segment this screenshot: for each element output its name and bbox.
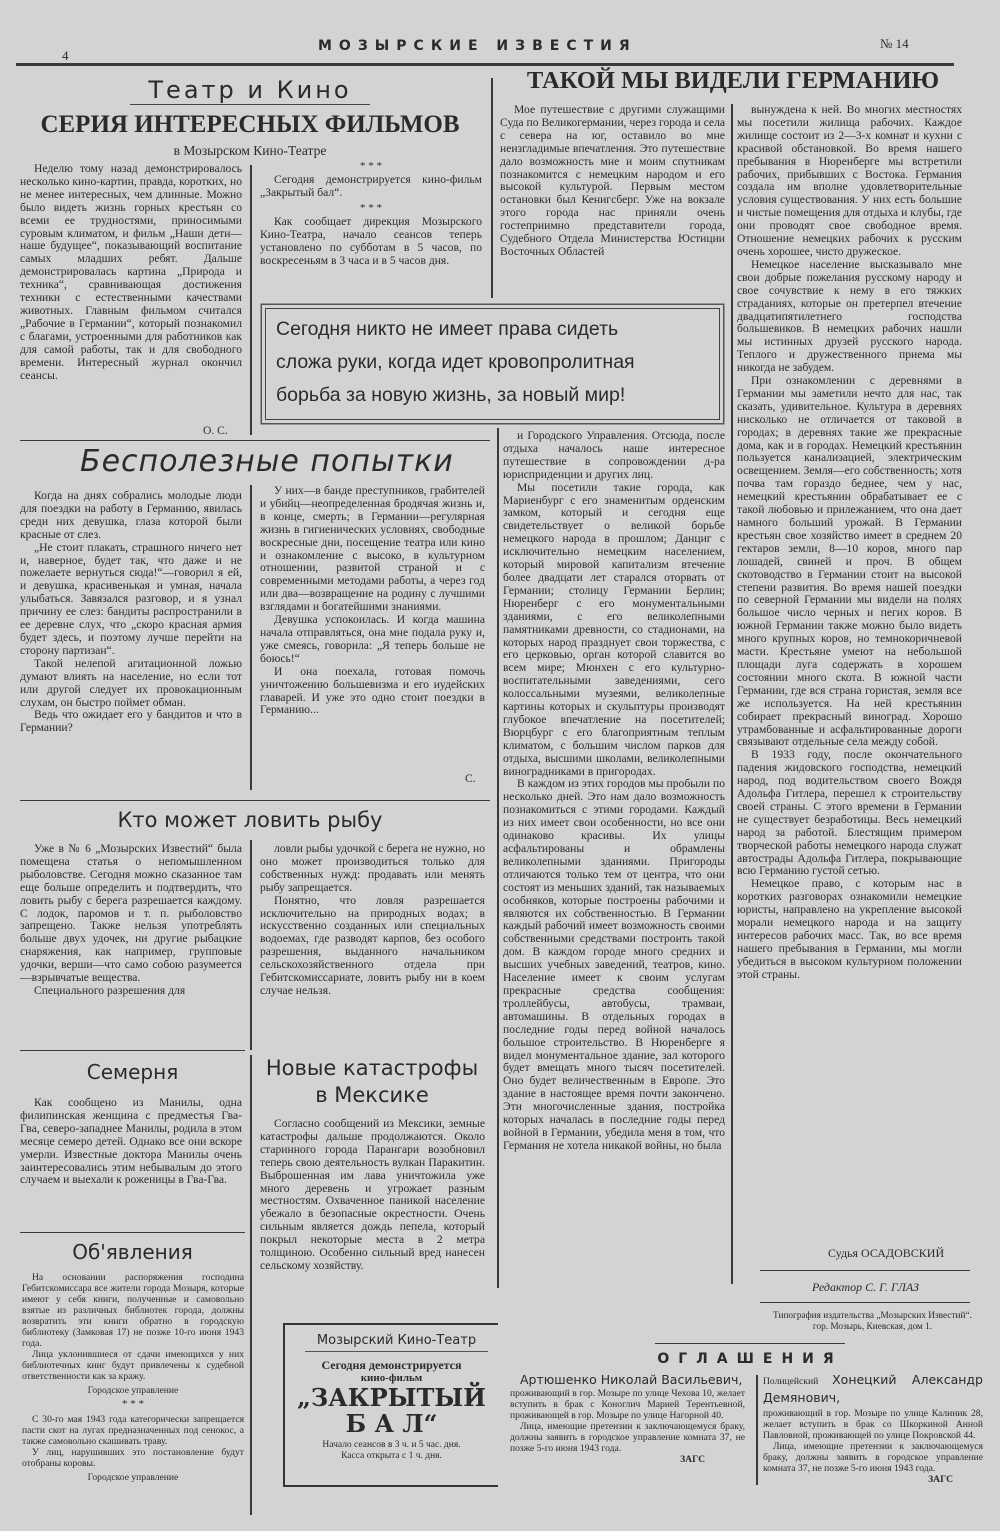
cinema-box-office: Касса открыта с 1 ч. дня. — [341, 1451, 442, 1461]
banns-right — [763, 1372, 983, 1485]
paragraph: При ознакомлении с деревнями в Германии мы заметили нечто для нас, так сказать, удивительное. Культура в деревнях нисколько не отличается от таковой в городах; в деревнях такие же прекрасные дома, как и в городах. Немецкий крестьянин пользуется канализацией, электрическим освещением. Земля—его собственность; хотя почва там гораздо беднее, чем у нас, немецкий крестьянин обрабатывает ее с такой любовью и прилежанием, что она дает намного больший урожай. В Германии крестьян свое хозяйство имеет в среднем 20 гектаров земли, 8—10 коров, много пар лошадей, свиней и проч. В общем скотоводство в Германии стоит на высокой степени развития. Во время нашей поездки по северной Германии мы видели на полях большое число черных и пегих коров. В южной Германии также можно было видеть много крупных коров, но темнокоричневой масти. Крестьяне умеют на небольшой площади луга содержать в хорошем состоянии много скота. В южной части Германии, где вся страна гористая, земля все же используется. На ней крестьянин собирает прекрасный виноград. Хорошо утрамбованные и асфальтированные дороги связывают отдельные села между собой. — [737, 374, 962, 749]
fish-col1 — [20, 843, 242, 1043]
announcements-title: Об'явления — [72, 1240, 193, 1264]
theatre-title: СЕРИЯ ИНТЕРЕСНЫХ ФИЛЬМОВ — [40, 111, 460, 138]
mexico-title-line: в Мексике — [315, 1083, 429, 1107]
cinema-line: кино-фильм — [360, 1372, 423, 1384]
bann-name: Артюшенко Николай Васильевич, — [520, 1372, 743, 1387]
column-rule — [250, 840, 252, 1050]
bann-name: Хонецкий Александр Демянович, — [763, 1372, 983, 1405]
mexico-title — [258, 1055, 486, 1109]
paragraph: Такой нелепой агитационной ложью думают влиять на население, но если тот или другой следует их провокационным слухам, он быстро поймет обман. — [20, 656, 242, 709]
section-rule — [20, 440, 490, 441]
bann-claims: Лица, имеющие претензии к заключающемуся браку, должны заявить в городское управление комната 37, не позже 5-го июня 1943 года. — [510, 1421, 745, 1454]
bann-prefix: Полицейский — [763, 1376, 819, 1387]
column-rule — [756, 1375, 758, 1485]
announcements-body — [22, 1272, 244, 1483]
section-rule — [760, 1270, 970, 1271]
useless-col2 — [260, 485, 485, 767]
column-rule — [731, 104, 733, 1284]
theatre-col1 — [20, 163, 242, 421]
bann-signature: ЗАГС — [928, 1474, 953, 1485]
slogan-line: борьба за новую жизнь, за новый мир! — [276, 384, 626, 406]
cinema-hours: Начало сеансов в 3 ч. и 5 час. дня. — [322, 1440, 461, 1450]
section-rule — [760, 1302, 970, 1303]
septuplets-title: Семерня — [86, 1060, 179, 1084]
bann-header — [763, 1372, 983, 1408]
paragraph: ловли рыбы удочкой с берега не нужно, но оно может производиться только для собственных нужд: продавать или менять рыбу запрещается. — [260, 843, 485, 894]
cinema-ad-box — [283, 1323, 498, 1487]
fish-title: Кто может ловить рыбу — [117, 808, 383, 832]
bann-signature: ЗАГС — [680, 1454, 705, 1465]
useless-col1 — [20, 490, 242, 790]
announcement-text: С 30-го мая 1943 года категорически запрещается пасти скот на лугах предназначенных под сенокос, а также самовольно скашивать траву. — [22, 1414, 244, 1447]
section-rule — [20, 1050, 245, 1051]
banns-title: ОГЛАШЕНИЯ — [657, 1351, 843, 1367]
paragraph: Мы посетили такие города, как Мариенбург с его знаменитым орденским замком, который и сегодня еще свидетельствует о великой борьбе немецкого народа в прошлом; Данциг с исключительно немецким населением, который мировой капитализм втечение более двадцати лет старался оторвать от Германии; столицу Германии Берлин; Нюренберг с его монументальными зданиями, с его великолепными памятниками древности, со стадионами, на которых народ празднует свои торжества, с его церковью, орган которой славится во всем мире; Мюнхен с его культурно-воспитательными заведениями, сего колоссальными музеями, великолепные картины которых и скульптуры производят глубокое впечатление на посетителей; Вюрцбург с его благоприятным теплым климатом, с большим числом парков для отдыха, высшими школами, великолепными виноградниками в пригородах. — [503, 480, 725, 778]
paragraph: Когда на днях собрались молодые люди для поездки на работу в Германию, явилась среди них девушка, глаза которой были красные от слез. — [20, 490, 242, 541]
announcement-text: Лица уклонившиеся от сдачи имеющихся у них библиотечных книг будут привлечены к судебной ответственности как за кражу. — [22, 1349, 244, 1382]
section-rule — [20, 800, 490, 801]
paragraph: „Не стоит плакать, страшного ничего нет и, наверное, будет так, что даже и не пожелаете вернуться сюда!“—говорил я ей, и девушка, красивенькая и умная, начала улыбаться. Завязался разговор, и я узнал причину ее слез: бандиты распространили в ее деревне слух, что „скоро красная армия будет здесь, и поэтому лучше перейти на сторону партизан“. — [20, 540, 242, 657]
paragraph: Девушка успокоилась. И когда машина начала отправляться, она мне подала руку и, уже смеясь, говорила: „Я теперь больше не боюсь!“ — [260, 613, 485, 665]
column-rule — [250, 485, 252, 790]
paragraph: Как сообщено из Манилы, одна филипинская женщина с предместья Гва-Гва, северо-западнее Манилы, родила в этом месяце семеро детей. Однако все они вскоре умерли. Известные доктора Манилы очень заинтересовались этим небывалым до этого случаем и выехали к роженицы в Гва-Гва. — [20, 1097, 242, 1187]
slogan-box — [265, 308, 720, 420]
mexico-title-line: Новые катастрофы — [265, 1056, 479, 1080]
paragraph: Мое путешествие с другими служащими Суда по Великогермании, через города и села с севера на юг, оставило во мне неизгладимые впечатления. Это путешествие дало возможность мне и моим спутникам познакомится с немецким народом и его высокой культурой. Первым местом остановки был Кенигсберг. Уже на вокзале этого города нас приняли очень гостеприимно представители города, Судебного Отдела Министерства Юстиции Восточных Областей — [500, 104, 725, 258]
cinema-line: Сегодня демонстрируется — [321, 1358, 462, 1372]
germany-col4 — [737, 104, 962, 1239]
septuplets-text — [20, 1097, 242, 1227]
bann-text: проживающий в гор. Мозыре по улице Чехова 10, желает вступить в брак с Коноглич Марией Терентьевной, проживающей в гор. Мозыре по улице Нагорной 40. — [510, 1388, 745, 1421]
theatre-subtitle: в Мозырском Кино-Театре — [173, 143, 327, 158]
printer-imprint: Типография издательства „Мозырских Известий“. гор. Мозырь, Киевская, дом 1. — [773, 1311, 972, 1332]
paragraph: Уже в № 6 „Мозырских Известий“ была помещена статья о непомышленном рыболовстве. Сегодня можно сказанное там еще больше определить и подтвердить, что ловить рыбу с берега разрешается каждому. С лодок, паромов и т. п. рыболовство запрещено. Также нельзя употреблять больше двух удочек, ни другие рыбацкие снаряжения, как например, групповые удочки, верши—что само собою разумеется—взрывчатые вещества. — [20, 843, 242, 985]
theatre-rubric: Театр и Кино — [130, 76, 370, 105]
announcement-text: На основании распоряжения господина Гебитскомиссара все жители города Мозыря, которые имеют у себя книги, полученные и самовольно взятые из различных библиотек города, должны возвратить эти книги обратно в городскую библиотеку (Замковая 17) не позже 10-го июня 1943 года. — [22, 1272, 244, 1349]
germany-title: ТАКОЙ МЫ ВИДЕЛИ ГЕРМАНИЮ — [526, 67, 940, 94]
paragraph: Немецкое право, с которым нас в коротких разговорах ознакомили немецкие юристы, направлено на укрепление высокой морали немецкого народа и на защиту интересов рабочих масс. Так, во все время нашего пребывания в Германии, мы могли убедиться в высоком культурном положении этой страны. — [737, 877, 962, 981]
column-rule — [250, 165, 252, 435]
paragraph: вынуждена к ней. Во многих местностях мы посетили жилища рабочих. Каждое жилище состоит из 2—3-х комнат и кухни с красивой обстановкой. Во время нашего пребывания в Нюренберге мы встретили рабочих, прибывших с Востока. Германия создала им вполне удовлетворительные условия существования. У них есть большие и чистые помещения для отдыха и клубы, где они проводят свое свободное время. Отношение немецких рабочих к русским очень хорошее, чисто дружеское. — [737, 104, 962, 258]
germany-signature: Судья ОСАДОВСКИЙ — [828, 1246, 945, 1260]
announcement-signature: Городское управление — [87, 1472, 179, 1483]
slogan-line: сложа руки, когда идет кровопролитная — [276, 351, 635, 373]
slogan-line: Сегодня никто не имеет права сидеть — [276, 318, 619, 340]
paragraph: Специального разрешения для — [34, 983, 186, 997]
section-rule — [20, 1232, 245, 1233]
useless-title: Бесполезные попытки — [80, 444, 454, 479]
paragraph: Неделю тому назад демонстрировалось несколько кино-картин, правда, коротких, но не менее интересных, чем длинные. Можно было видеть жизнь горных крестьян со всеми ее трудностями, приносимыми суровым климатом, и фильм „Наши дети—наше будущее“, показывающий воспитание самых младших ребят. Дальше демонстрировалась картина „Природа и техника“, сравнивающая достижения техники с естественными качествами животных. Главным фильмом считался „Рабочие в Германии“, который познакомил с благами, устроенными для работников как для самой работы, так и для свободного времени. Интересный журнал окончил сеансы. — [20, 163, 242, 382]
useless-signature: С. — [465, 772, 476, 785]
paragraph: В каждом из этих городов мы пробыли по несколько дней. Это нам дало возможность познакомиться с этими городами. Каждый из них имеет свои особенности, но все они одинаково красивы. Их улицы асфальтированы и обрамлены великолепными зданиями. Пригороды отличаются только тем от центра, что они состоят из меньших зданий, так называемых особняков, которые построены рабочими и являются их собственностью. В Германии каждый рабочий имеет возможность своими собственными средствами построить такой дом. В каждом городе много средних и высших учебных заведений, театров, кино. Население имеет к своим услугам прекрасные средства сообщения: троллейбусы, автобусы, трамваи, автомашины. В отдельных городах в последние годы перед войной началось большое строительство. В Нюренберге я видел монументальное здание, зал которого будет вмещать много тысяч посетителей. Оно будет величественным в Европе. Это здание в настоящее время почти закончено. Эти многочисленные здания, постройка которых началась в последние годы перед войной в Германии, убедила меня в том, что Германия не хотела никакой войны, но была — [503, 777, 725, 1152]
section-rule — [655, 1343, 845, 1344]
banns-left — [510, 1372, 745, 1465]
stars-divider: * * * — [360, 160, 382, 172]
paragraph: Понятно, что ловля разрешается исключительно на природных водах; в искусственно созданных или специальных водоемах, где разводят карпов, без особого разрешения, выданного начальником сельскохозяйственного отдела при Гебитскомиссариате, ловить рыбу ни в коем случае нельзя. — [260, 893, 485, 997]
page-number: 4 — [62, 48, 69, 63]
stars-divider: * * * — [360, 201, 382, 214]
mexico-text — [260, 1118, 485, 1318]
paragraph: и Городского Управления. Отсюда, после отдыха началось наше интересное путешествие в сопровождении д-ра юрисприденции и других лиц. — [503, 430, 725, 481]
bann-text: проживающий в гор. Мозыре по улице Калиник 28, желает вступить в брак со Шкоркиной Анной Павловной, проживающей по улице Покровской 44. — [763, 1408, 983, 1441]
issue-number: № 14 — [880, 36, 909, 51]
germany-col3b — [503, 430, 725, 1288]
cinema-name: Мозырский Кино-Театр — [305, 1333, 488, 1352]
masthead: МОЗЫРСКИЕ ИЗВЕСТИЯ — [318, 38, 637, 54]
germany-col3a — [500, 104, 725, 298]
stars-divider: * * * — [122, 1398, 144, 1410]
column-rule — [250, 1055, 252, 1515]
paragraph: В 1933 году, после окончательного падения жидовского господства, немецкий народ, под водительством своего Вождя Адольфа Гитлера, перешел к строительству своей страны. С этого времени в Германии не существует безработицы. Весь немецкий народ за работой. Блестящим примером творческой работы немецкого народа служат автострады Адольфа Гитлера, покрывающие всю Германию густой сетью. — [737, 748, 962, 878]
paragraph: Ведь что ожидает его у бандитов и что в Германии? — [20, 708, 242, 735]
theatre-notes — [260, 158, 482, 304]
film-title: „ЗАКРЫТЫЙ — [297, 1383, 486, 1412]
editor: Редактор С. Г. ГЛАЗ — [812, 1280, 919, 1294]
theatre-signature: О. С. — [203, 424, 228, 437]
announcement-text: У лиц, нарушивших это постановление будут отобраны коровы. — [22, 1447, 244, 1469]
note-film: Сегодня демонстрируется кино-фильм „Закрытый бал“. — [260, 173, 482, 199]
fish-col2 — [260, 843, 485, 1043]
bann-claims: Лица, имеющие претензии к заключающемуся браку, должны заявить в городское управление комната 37, не позже 5-го июня 1943 года. — [763, 1441, 983, 1474]
paragraph: Согласно сообщений из Мексики, земные катастрофы дальше продолжаются. Около старинного города Парангари возобновил теперь свою деятельность вулкан Паракитин. Выброшенная им лава уничтожила уже много деревень и угрожает разным местностям. Охваченное паникой население убежало в безопасные окрестности. Очень сильным является дождь пепела, который покрыл некоторые места в 2 метра толщиною. Особенно сильный вред нанесен сельскому хозяйству. — [260, 1118, 485, 1272]
paragraph: У них—в банде преступников, грабителей и убийц—неопределенная бродячая жизнь и, в конце, смерть; в Германии—регулярная жизнь в гигиенических условиях, свободные воскресные дни, посещение театра или кино и ознакомление с высоко, в культурном отношении, развитой страной и с современными методами работы, а через год или два—возвращение на родину с лучшими взглядами и богатейшими знаниями. — [260, 485, 485, 614]
paragraph: Немецкое население высказывало мне свои добрые пожелания русскому народу и свое сочувствие к нему в его тяжких страданиях, которые он претерпел втечение двадцатипятилетнего господства большевиков. В немецких рабочих нашли мы истинных друзей русского народа. Теплого и дружественного приема мы никогда не забудем. — [737, 257, 962, 375]
paragraph: И она поехала, готовая помочь уничтожению большевизма и его иудейских главарей. И уже это одно стоит поездки в Германию... — [260, 664, 485, 717]
announcement-signature: Городское управление — [87, 1385, 179, 1396]
column-rule — [497, 428, 499, 1288]
film-title: Б А Л“ — [345, 1409, 438, 1438]
column-rule — [491, 78, 493, 298]
note-schedule: Как сообщает дирекция Мозырского Кино-Театра, начало сеансов теперь установлено по субботам в 5 часов, по воскресеньям в 3 часа и в 5 часов дня. — [260, 214, 482, 267]
